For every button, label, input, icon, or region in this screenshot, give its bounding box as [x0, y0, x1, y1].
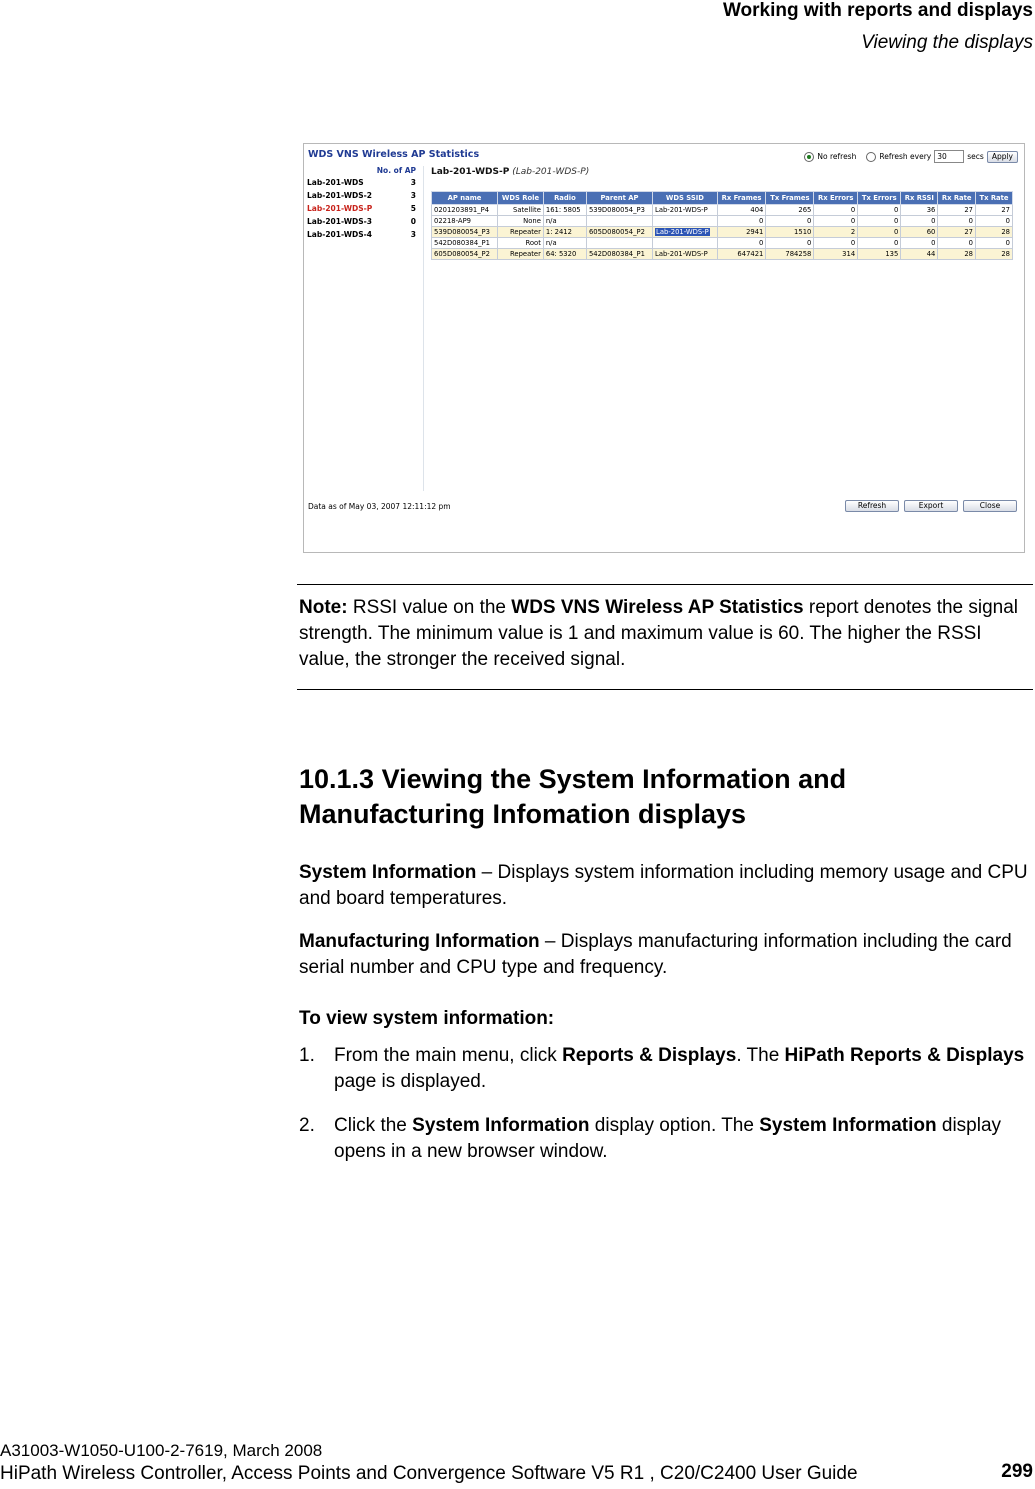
- table-cell: 0: [858, 216, 901, 227]
- selected-ap-subtitle: (Lab-201-WDS-P): [512, 167, 590, 177]
- note-bottom-rule: [297, 689, 1033, 690]
- column-header[interactable]: Rx Rate: [938, 192, 976, 205]
- table-cell: Root: [498, 238, 544, 249]
- step-number: 1.: [299, 1045, 315, 1066]
- step-text-part: display option. The: [589, 1115, 760, 1136]
- table-cell: 0: [814, 238, 858, 249]
- column-header[interactable]: Rx Frames: [717, 192, 766, 205]
- system-information-paragraph: [299, 860, 1031, 912]
- system-information-term: System Information: [299, 862, 477, 883]
- table-cell: 2: [814, 227, 858, 238]
- ap-list-item[interactable]: [307, 188, 421, 201]
- table-row[interactable]: [432, 205, 1013, 216]
- step-text-part: From the main menu, click: [334, 1045, 563, 1066]
- refresh-controls: [804, 150, 1018, 163]
- table-cell: 0: [938, 216, 976, 227]
- system-information-desc: – Displays system information including memory usage and CPU and board temperatures.: [299, 862, 1028, 909]
- table-cell: 605D080054_P2: [432, 249, 498, 260]
- table-cell: 784258: [766, 249, 814, 260]
- ap-list-item[interactable]: [307, 227, 421, 240]
- table-cell: n/a: [543, 238, 586, 249]
- ap-list-count: 3: [410, 178, 416, 187]
- manufacturing-information-term: Manufacturing Information: [299, 931, 540, 952]
- table-cell: 0: [766, 216, 814, 227]
- step-text-part: page is displayed.: [334, 1071, 487, 1092]
- footer-document-id: A31003-W1050-U100-2-7619, March 2008: [0, 1441, 323, 1460]
- table-cell: 27: [938, 227, 976, 238]
- wds-statistics-table: [431, 191, 1013, 260]
- manufacturing-information-paragraph: [299, 929, 1031, 981]
- ap-list-item-selected[interactable]: [307, 201, 421, 214]
- table-cell: None: [498, 216, 544, 227]
- table-row[interactable]: [432, 227, 1013, 238]
- note-bold-report-name: WDS VNS Wireless AP Statistics: [511, 597, 804, 618]
- note-text-1: RSSI value on the: [347, 597, 512, 618]
- ap-list-name: Lab-201-WDS-2: [307, 191, 372, 200]
- ap-list-name: Lab-201-WDS: [307, 178, 364, 187]
- table-cell: 161: 5805: [543, 205, 586, 216]
- table-cell: 542D080384_P1: [432, 238, 498, 249]
- table-cell: 64: 5320: [543, 249, 586, 260]
- table-cell: 539D080054_P3: [586, 205, 652, 216]
- step-text-part: Click the: [334, 1115, 413, 1136]
- secs-label: secs: [967, 152, 984, 161]
- table-cell: 0: [901, 216, 938, 227]
- screenshot-button-bar: [845, 500, 1017, 512]
- table-cell: [653, 238, 718, 249]
- table-cell: 0: [766, 238, 814, 249]
- table-cell: 0: [717, 238, 766, 249]
- table-cell: Lab-201-WDS-P: [653, 205, 718, 216]
- section-heading-line1: 10.1.3 Viewing the System Information and: [299, 764, 847, 794]
- running-header-chapter: Working with reports and displays: [722, 0, 1033, 21]
- refresh-seconds-input[interactable]: [934, 150, 964, 163]
- refresh-every-radio[interactable]: [866, 152, 876, 162]
- table-cell: 36: [901, 205, 938, 216]
- table-cell: Lab-201-WDS-P: [653, 249, 718, 260]
- table-cell: 2941: [717, 227, 766, 238]
- ap-list-panel: [307, 166, 421, 240]
- table-cell: 28: [975, 227, 1012, 238]
- selected-ap-name: Lab-201-WDS-P: [431, 167, 510, 177]
- ap-list-item[interactable]: [307, 214, 421, 227]
- export-button[interactable]: Export: [904, 500, 958, 512]
- table-cell: 542D080384_P1: [586, 249, 652, 260]
- table-cell: 0: [814, 216, 858, 227]
- table-header-row: [432, 192, 1013, 205]
- ap-list-count: 0: [410, 217, 416, 226]
- column-header[interactable]: Tx Frames: [766, 192, 814, 205]
- procedure-title: To view system information:: [299, 1008, 555, 1029]
- section-heading-line2: Manufacturing Infomation displays: [299, 799, 747, 829]
- table-cell: 28: [938, 249, 976, 260]
- selected-ssid-text: Lab-201-WDS-P: [656, 228, 709, 236]
- data-timestamp: Data as of May 03, 2007 12:11:12 pm: [308, 502, 451, 511]
- step-text-bold: Reports & Displays: [562, 1045, 737, 1066]
- table-cell: 0: [975, 238, 1012, 249]
- table-cell: 0: [938, 238, 976, 249]
- running-header-section: Viewing the displays: [861, 32, 1033, 53]
- step-text-part: display opens in a new browser window.: [334, 1115, 1002, 1162]
- table-cell: 28: [975, 249, 1012, 260]
- ap-list-count: 5: [410, 204, 416, 213]
- table-cell: 60: [901, 227, 938, 238]
- table-cell: 605D080054_P2: [586, 227, 652, 238]
- note-paragraph: [299, 595, 1031, 673]
- step-text: [334, 1043, 1031, 1095]
- note-text-2: report denotes the signal strength. The minimum value is 1 and maximum value is 60. The higher the RSSI value, the stronger the received signal.: [299, 597, 1019, 670]
- table-cell: Repeater: [498, 249, 544, 260]
- note-top-rule: [297, 584, 1033, 585]
- step-text: [334, 1113, 1031, 1165]
- table-cell: 0: [975, 216, 1012, 227]
- table-cell: [586, 216, 652, 227]
- table-cell-selected: [653, 227, 718, 238]
- wds-statistics-screenshot: [303, 143, 1025, 553]
- apply-button[interactable]: Apply: [987, 151, 1018, 163]
- column-header[interactable]: AP name: [432, 192, 498, 205]
- no-refresh-label: No refresh: [817, 152, 857, 161]
- ap-list-item[interactable]: [307, 175, 421, 188]
- table-row[interactable]: [432, 216, 1013, 227]
- table-cell: 44: [901, 249, 938, 260]
- table-cell: 27: [975, 205, 1012, 216]
- no-of-ap-header: No. of AP: [376, 166, 416, 175]
- ap-list-name: Lab-201-WDS-4: [307, 230, 372, 239]
- table-row[interactable]: [432, 238, 1013, 249]
- table-cell: 647421: [717, 249, 766, 260]
- table-cell: 314: [814, 249, 858, 260]
- ap-list-count: 3: [410, 230, 416, 239]
- table-cell: Satellite: [498, 205, 544, 216]
- refresh-every-label: Refresh every: [879, 152, 932, 161]
- column-header[interactable]: Tx Errors: [858, 192, 901, 205]
- procedure-step-1: [299, 1043, 1031, 1095]
- column-header[interactable]: Rx RSSI: [901, 192, 938, 205]
- table-cell: Repeater: [498, 227, 544, 238]
- step-text-bold: System Information: [412, 1115, 590, 1136]
- table-cell: 0: [858, 238, 901, 249]
- table-cell: 0: [858, 205, 901, 216]
- column-header[interactable]: Tx Rate: [975, 192, 1012, 205]
- table-cell: [653, 216, 718, 227]
- manufacturing-information-desc: – Displays manufacturing information including the card serial number and CPU type and frequency.: [299, 931, 1012, 978]
- table-cell: 539D080054_P3: [432, 227, 498, 238]
- step-text-bold: HiPath Reports & Displays: [784, 1045, 1025, 1066]
- footer-guide-title: HiPath Wireless Controller, Access Points and Convergence Software V5 R1 , C20/C2400 User Guide: [0, 1463, 858, 1484]
- table-cell: 02218-AP9: [432, 216, 498, 227]
- step-text-part: . The: [736, 1045, 785, 1066]
- no-refresh-radio[interactable]: [804, 152, 814, 162]
- column-header[interactable]: WDS SSID: [653, 192, 718, 205]
- step-text-bold: System Information: [759, 1115, 937, 1136]
- table-row[interactable]: [432, 249, 1013, 260]
- column-header[interactable]: Rx Errors: [814, 192, 858, 205]
- table-cell: 135: [858, 249, 901, 260]
- table-cell: 27: [938, 205, 976, 216]
- table-cell: 0: [901, 238, 938, 249]
- note-label: Note:: [299, 597, 348, 618]
- step-number: 2.: [299, 1115, 315, 1136]
- table-cell: 1: 2412: [543, 227, 586, 238]
- ap-list-name: Lab-201-WDS-3: [307, 217, 372, 226]
- refresh-button[interactable]: Refresh: [845, 500, 899, 512]
- panel-divider: [423, 166, 424, 491]
- table-cell: 1510: [766, 227, 814, 238]
- column-header[interactable]: Parent AP: [586, 192, 652, 205]
- table-cell: 265: [766, 205, 814, 216]
- table-cell: n/a: [543, 216, 586, 227]
- ap-list-count: 3: [410, 191, 416, 200]
- section-heading: [299, 762, 999, 832]
- table-cell: 0: [814, 205, 858, 216]
- table-cell: 0201203891_P4: [432, 205, 498, 216]
- page-number: 299: [1001, 1461, 1033, 1482]
- table-cell: 0: [717, 216, 766, 227]
- ap-list-name: Lab-201-WDS-P: [307, 204, 373, 213]
- screenshot-title: WDS VNS Wireless AP Statistics: [308, 149, 480, 160]
- procedure-step-2: [299, 1113, 1031, 1165]
- close-button[interactable]: Close: [963, 500, 1017, 512]
- table-cell: 404: [717, 205, 766, 216]
- column-header[interactable]: Radio: [543, 192, 586, 205]
- table-cell: 0: [858, 227, 901, 238]
- table-cell: [586, 238, 652, 249]
- selected-ap-heading: [431, 167, 589, 177]
- column-header[interactable]: WDS Role: [498, 192, 544, 205]
